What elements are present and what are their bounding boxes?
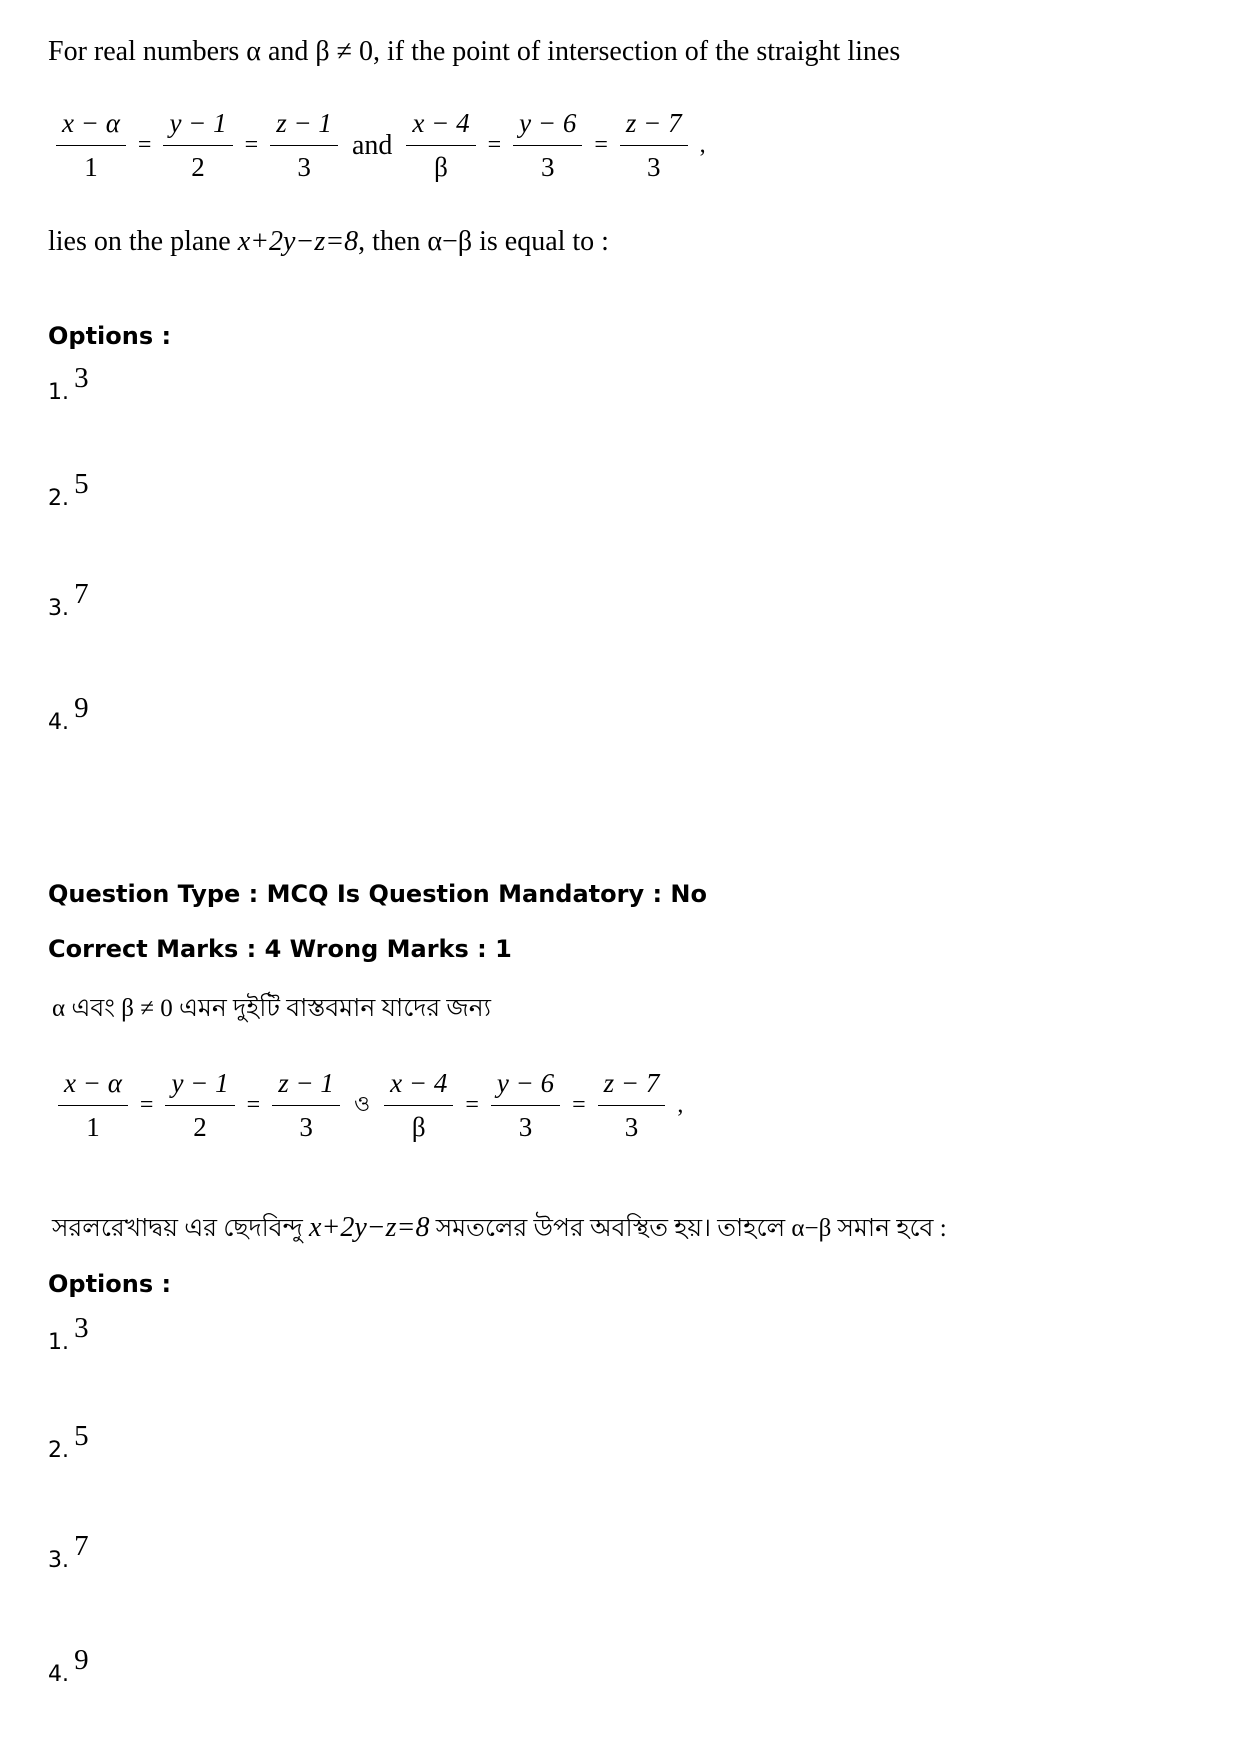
fraction: $\frac{z - 1}{3}$ <box>272 1068 340 1143</box>
fraction: $\frac{z - 7}{3}$ <box>598 1068 666 1143</box>
option-3: 3. 7 <box>48 1530 89 1573</box>
options-heading: Options : <box>48 1270 172 1298</box>
joiner-o: ও <box>353 1091 371 1116</box>
question-intro-bn: α এবং β ≠ 0 এমন দুইটি বাস্তবমান যাদের জন্য <box>52 995 491 1022</box>
marks-line: Correct Marks : 4 Wrong Marks : 1 <box>48 935 512 963</box>
question-type-line: Question Type : MCQ Is Question Mandatory : No <box>48 880 707 908</box>
fraction: $\frac{y - 6}{3}$ <box>491 1068 560 1143</box>
question-intro-en: For real numbers α and β ≠ 0, if the point of intersection of the straight lines <box>48 36 901 67</box>
fraction: $\frac{x - \alpha}{1}$ <box>58 1068 128 1143</box>
option-1: 1. 3 <box>48 1312 89 1355</box>
question-condition-en: lies on the plane x+2y−z=8, then α−β is equal to : <box>48 226 609 257</box>
options-heading: Options : <box>48 322 172 350</box>
question-condition-bn: সরলরেখাদ্বয় এর ছেদবিন্দু x+2y−z=8 সমতলের উপর অবস্থিত হয়। তাহলে α−β সমান হবে : <box>52 1212 947 1243</box>
option-4: 4. 9 <box>48 1644 89 1687</box>
fraction: $\frac{y - 1}{2}$ <box>165 1068 234 1143</box>
fraction: $\frac{x - 4}{\beta}$ <box>384 1068 453 1143</box>
option-4: 4. 9 <box>48 692 89 735</box>
fraction: $\frac{x - 4}{\beta}$ <box>406 108 475 183</box>
fraction: $\frac{z - 7}{3}$ <box>620 108 688 183</box>
equation-bn: $\frac{x - \alpha}{1}$ = $\frac{y - 1}{2}$ = $\frac{z - 1}{3}$ ও $\frac{x - 4}{\beta}$ = $\frac{y - 6}{3}$ = $\frac{z - 7}{3}$ , <box>52 1068 689 1143</box>
joiner-and: and <box>351 129 393 161</box>
fraction: $\frac{x - \alpha}{1}$ <box>56 108 126 183</box>
option-1: 1. 3 <box>48 362 89 405</box>
option-2: 2. 5 <box>48 468 89 511</box>
fraction: $\frac{z - 1}{3}$ <box>270 108 338 183</box>
option-3: 3. 7 <box>48 578 89 621</box>
fraction: $\frac{y - 1}{2}$ <box>163 108 232 183</box>
fraction: $\frac{y - 6}{3}$ <box>513 108 582 183</box>
option-2: 2. 5 <box>48 1420 89 1463</box>
equation-en: $\frac{x - \alpha}{1}$ = $\frac{y - 1}{2}$ = $\frac{z - 1}{3}$ and $\frac{x - 4}{\beta}$ = $\frac{y - 6}{3}$ = $\frac{z - 7}{3}$ , <box>50 108 712 183</box>
